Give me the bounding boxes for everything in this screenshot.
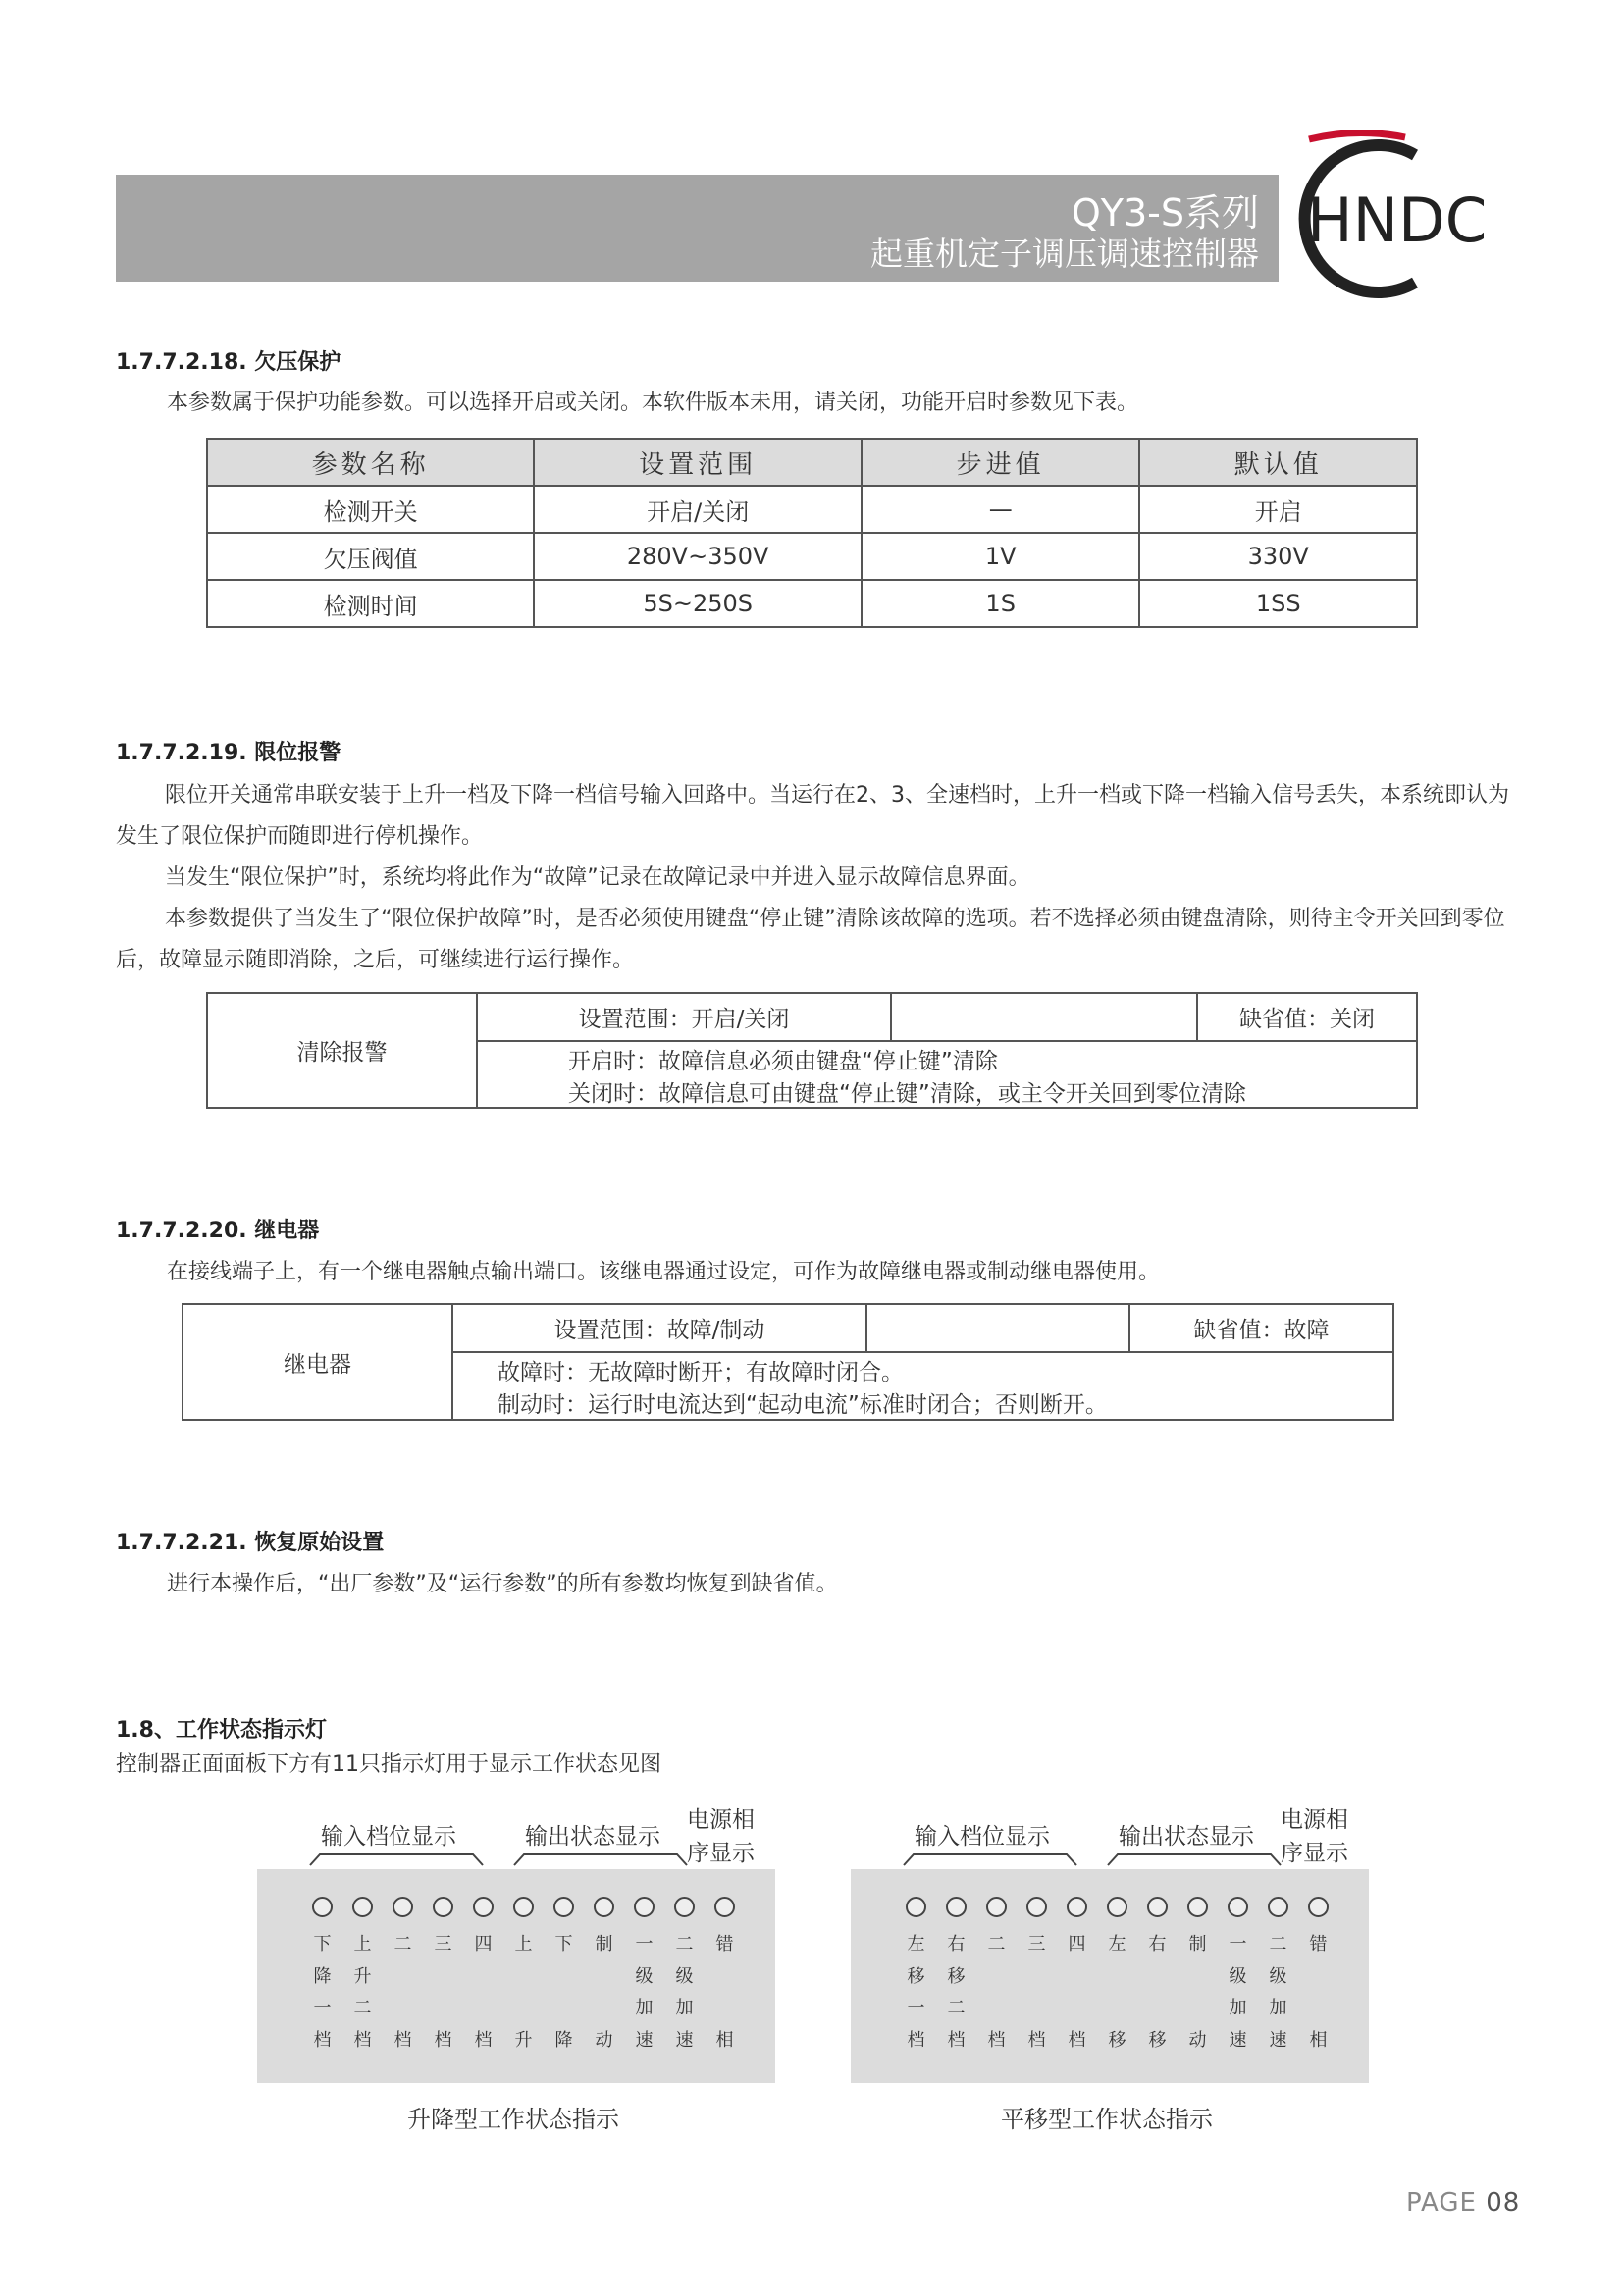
- indicator-label: 左 移: [1108, 1934, 1126, 2051]
- indicator-label: 二 档: [393, 1934, 412, 2051]
- indicator-4: [423, 1897, 463, 2051]
- led-icon: [1268, 1897, 1288, 1917]
- indicator-label: 二 级 加 速: [1269, 1934, 1287, 2051]
- indicator-label: 左 移 一 档: [907, 1934, 925, 2051]
- led-icon: [946, 1897, 967, 1917]
- header-param-name: 参数名称: [207, 439, 534, 486]
- page-number: [1406, 2188, 1520, 2217]
- indicator-8: [584, 1897, 624, 2051]
- led-icon: [1187, 1897, 1208, 1917]
- indicator-label: 四 档: [474, 1934, 493, 2051]
- relay-desc-2: 制动时：运行时电流达到“起动电流”标准时闭合；否则断开。: [498, 1392, 1108, 1418]
- indicator-label: 错 相: [715, 1934, 734, 2051]
- clear-alarm-table: [206, 992, 1418, 1109]
- indicator-label: 制 动: [595, 1934, 613, 2051]
- indicator-label: 右 移 二 档: [947, 1934, 966, 2051]
- led-icon: [312, 1897, 333, 1917]
- indicator-11: [1298, 1897, 1338, 2051]
- traverse-group-power-1: 电源相: [1281, 1807, 1348, 1833]
- indicator-1: [302, 1897, 342, 2051]
- lift-caption: 升降型工作状态指示: [407, 2106, 619, 2133]
- indicator-label: 制 动: [1188, 1934, 1207, 2051]
- s21-title: 1.7.7.2.21. 恢复原始设置: [116, 1531, 385, 1555]
- s8-text: 控制器正面面板下方有11只指示灯用于显示工作状态见图: [116, 1752, 661, 1777]
- indicator-11: [705, 1897, 745, 2051]
- led-icon: [634, 1897, 655, 1917]
- indicator-6: [503, 1897, 544, 2051]
- page-number-value: 08: [1486, 2188, 1521, 2217]
- lift-group-power-1: 电源相: [687, 1807, 755, 1833]
- indicator-10: [664, 1897, 705, 2051]
- indicator-6: [1097, 1897, 1137, 2051]
- page-label: PAGE: [1406, 2188, 1477, 2217]
- led-icon: [1147, 1897, 1168, 1917]
- lift-group-power-2: 序显示: [687, 1841, 755, 1866]
- s18-text: 本参数属于保护功能参数。可以选择开启或关闭。本软件版本未用，请关闭，功能开启时参数见下表。: [167, 391, 1139, 415]
- table-row: 欠压阀值 280V~350V 1V 330V: [207, 533, 1417, 580]
- header-range: 设置范围: [534, 439, 862, 486]
- hndc-logo: [1297, 126, 1484, 302]
- series-title: QY3-S系列: [1071, 191, 1259, 235]
- led-icon: [553, 1897, 574, 1917]
- led-icon: [986, 1897, 1007, 1917]
- s20-text: 在接线端子上，有一个继电器触点输出端口。该继电器通过设定，可作为故障继电器或制动继电器使用。: [167, 1260, 1161, 1284]
- led-icon: [594, 1897, 614, 1917]
- indicator-label: 右 移: [1148, 1934, 1167, 2051]
- traverse-bracket-input: [902, 1852, 1078, 1866]
- clear-alarm-desc-2: 关闭时：故障信息可由键盘“停止键”清除，或主令开关回到零位清除: [568, 1081, 1246, 1107]
- s20-title: 1.7.7.2.20. 继电器: [116, 1219, 320, 1243]
- indicator-label: 四 档: [1068, 1934, 1086, 2051]
- undervoltage-table: [206, 438, 1418, 628]
- led-icon: [1228, 1897, 1248, 1917]
- header-banner: [116, 175, 1279, 282]
- s18-title: 1.7.7.2.18. 欠压保护: [116, 350, 341, 375]
- s8-title: 1.8、工作状态指示灯: [116, 1718, 327, 1743]
- table-row: 检测开关 开启/关闭 — 开启: [207, 486, 1417, 533]
- lift-panel: [257, 1869, 775, 2083]
- s19-paragraph-1: 限位开关通常串联安装于上升一档及下降一档信号输入回路中。当运行在2、3、全速档时，上升一档或下降一档输入信号丢失，本系统即认为发生了限位保护而随即进行停机操作。: [116, 783, 1509, 849]
- traverse-group-output: 输出状态显示: [1119, 1824, 1254, 1850]
- indicator-3: [383, 1897, 423, 2051]
- lift-bracket-output: [512, 1852, 689, 1866]
- led-icon: [513, 1897, 534, 1917]
- clear-alarm-desc-1: 开启时：故障信息必须由键盘“停止键”清除: [568, 1049, 998, 1074]
- svg-text:HNDC: HNDC: [1307, 184, 1484, 256]
- relay-default: 缺省值：故障: [1193, 1318, 1330, 1343]
- indicator-label: 三 档: [1027, 1934, 1046, 2051]
- indicator-9: [1218, 1897, 1258, 2051]
- led-icon: [352, 1897, 373, 1917]
- indicator-5: [463, 1897, 503, 2051]
- led-icon: [906, 1897, 926, 1917]
- indicator-5: [1057, 1897, 1097, 2051]
- traverse-panel: [851, 1869, 1369, 2083]
- traverse-group-input: 输入档位显示: [915, 1824, 1050, 1850]
- indicator-label: 上 升: [514, 1934, 533, 2051]
- indicator-label: 二 级 加 速: [675, 1934, 694, 2051]
- indicator-3: [976, 1897, 1017, 2051]
- lift-bracket-input: [308, 1852, 485, 1866]
- led-icon: [1067, 1897, 1087, 1917]
- indicator-label: 下 降: [554, 1934, 573, 2051]
- indicator-label: 三 档: [434, 1934, 452, 2051]
- empty-cell: [890, 994, 1198, 1040]
- header-step: 步进值: [862, 439, 1139, 486]
- relay-name: 继电器: [183, 1305, 453, 1419]
- indicator-1: [896, 1897, 936, 2051]
- indicator-2: [342, 1897, 383, 2051]
- clear-alarm-default: 缺省值：关闭: [1239, 1007, 1375, 1032]
- indicator-7: [544, 1897, 584, 2051]
- traverse-bracket-output: [1106, 1852, 1283, 1866]
- indicator-8: [1178, 1897, 1218, 2051]
- lift-group-input: 输入档位显示: [321, 1824, 456, 1850]
- header-default: 默认值: [1139, 439, 1417, 486]
- s19-paragraph-3: 本参数提供了当发生了“限位保护故障”时，是否必须使用键盘“停止键”清除该故障的选项。若不选择必须由键盘清除，则待主令开关回到零位后，故障显示随即消除，之后，可继续进行运行操作。: [116, 907, 1505, 972]
- indicator-label: 一 级 加 速: [1229, 1934, 1247, 2051]
- relay-range: 设置范围：故障/制动: [553, 1318, 765, 1343]
- led-icon: [1308, 1897, 1329, 1917]
- lift-group-output: 输出状态显示: [525, 1824, 660, 1850]
- clear-alarm-name: 清除报警: [208, 994, 478, 1107]
- s21-text: 进行本操作后，“出厂参数”及“运行参数”的所有参数均恢复到缺省值。: [167, 1572, 838, 1596]
- led-icon: [433, 1897, 453, 1917]
- indicator-label: 错 相: [1309, 1934, 1328, 2051]
- led-icon: [1026, 1897, 1047, 1917]
- indicator-label: 一 级 加 速: [635, 1934, 654, 2051]
- indicator-10: [1258, 1897, 1298, 2051]
- traverse-group-power-2: 序显示: [1281, 1841, 1348, 1866]
- led-icon: [393, 1897, 413, 1917]
- indicator-2: [936, 1897, 976, 2051]
- s19-title: 1.7.7.2.19. 限位报警: [116, 741, 341, 765]
- indicator-label: 二 档: [987, 1934, 1006, 2051]
- table-row: 检测时间 5S~250S 1S 1SS: [207, 580, 1417, 627]
- led-icon: [1107, 1897, 1127, 1917]
- clear-alarm-range: 设置范围：开启/关闭: [578, 1007, 790, 1032]
- indicator-label: 上 升 二 档: [353, 1934, 372, 2051]
- indicator-label: 下 降 一 档: [313, 1934, 332, 2051]
- indicator-9: [624, 1897, 664, 2051]
- relay-desc-1: 故障时：无故障时断开；有故障时闭合。: [498, 1360, 904, 1385]
- traverse-caption: 平移型工作状态指示: [1001, 2106, 1213, 2133]
- led-icon: [473, 1897, 494, 1917]
- led-icon: [714, 1897, 735, 1917]
- product-title: 起重机定子调压调速控制器: [870, 235, 1259, 273]
- indicator-7: [1137, 1897, 1178, 2051]
- led-icon: [674, 1897, 695, 1917]
- indicator-4: [1017, 1897, 1057, 2051]
- relay-table: [182, 1303, 1394, 1421]
- empty-cell: [865, 1305, 1130, 1351]
- s19-paragraph-2: 当发生“限位保护”时，系统均将此作为“故障”记录在故障记录中并进入显示故障信息界面。: [165, 865, 1030, 890]
